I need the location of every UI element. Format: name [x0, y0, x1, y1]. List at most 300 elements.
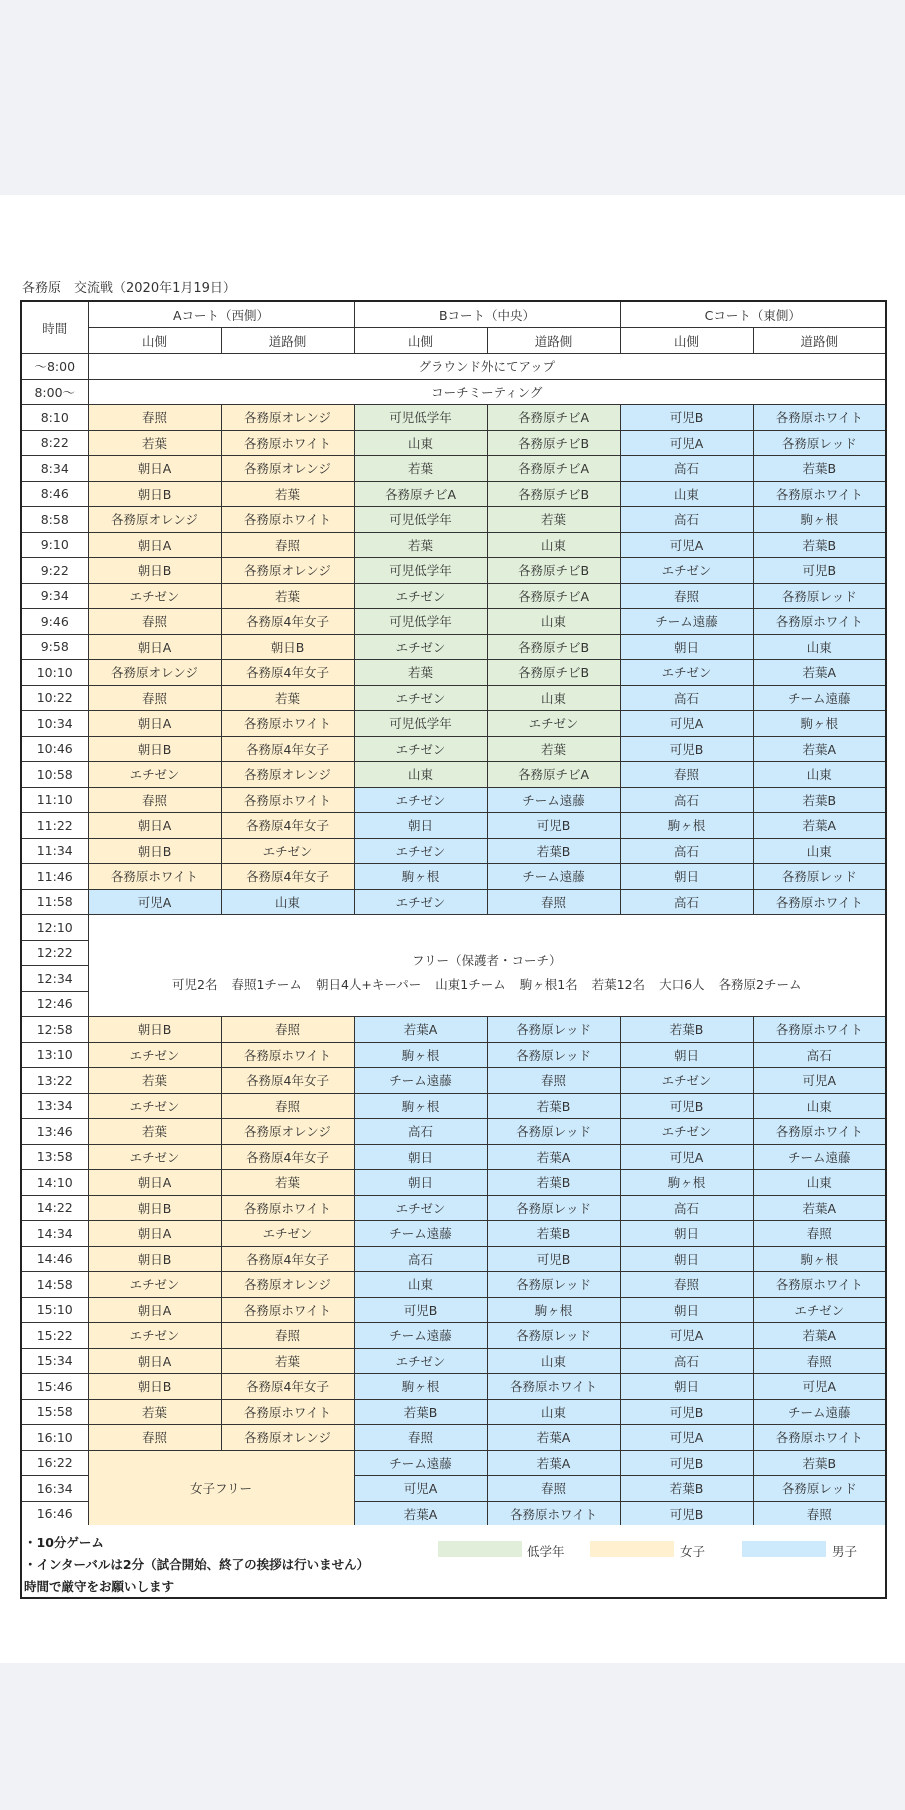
match-cell: エチゼン: [88, 762, 221, 788]
match-cell: チーム遠藤: [487, 787, 620, 813]
side-header: 山側: [354, 328, 487, 354]
time-cell: 10:22: [21, 685, 88, 711]
match-cell: 春照: [620, 762, 753, 788]
match-cell: 各務原4年女子: [221, 1068, 354, 1094]
match-cell: エチゼン: [487, 711, 620, 737]
match-cell: 駒ヶ根: [487, 1297, 620, 1323]
match-cell: 可児B: [620, 1093, 753, 1119]
match-cell: 朝日: [620, 1246, 753, 1272]
match-cell: エチゼン: [354, 1348, 487, 1374]
match-cell: 若葉B: [753, 1450, 886, 1476]
match-cell: 各務原ホワイト: [221, 1399, 354, 1425]
time-cell: 11:10: [21, 787, 88, 813]
match-cell: エチゼン: [354, 838, 487, 864]
match-cell: 若葉: [221, 685, 354, 711]
table-row: [21, 838, 886, 864]
match-cell: 各務原オレンジ: [221, 1119, 354, 1145]
match-cell: 各務原4年女子: [221, 1246, 354, 1272]
table-row: [21, 1323, 886, 1349]
time-cell: 15:22: [21, 1323, 88, 1349]
time-cell: 16:10: [21, 1425, 88, 1451]
match-cell: 可児B: [620, 405, 753, 431]
match-cell: エチゼン: [354, 583, 487, 609]
free-title: フリー（保護者・コーチ）: [412, 952, 562, 968]
table-row: [21, 711, 886, 737]
match-cell: エチゼン: [354, 634, 487, 660]
time-cell: 10:46: [21, 736, 88, 762]
match-cell: 各務原4年女子: [221, 864, 354, 890]
match-cell: 朝日: [354, 1144, 487, 1170]
match-cell: 若葉: [88, 1119, 221, 1145]
match-cell: 可児B: [620, 736, 753, 762]
match-cell: エチゼン: [620, 660, 753, 686]
match-cell: 朝日A: [88, 813, 221, 839]
table-row: [21, 1221, 886, 1247]
match-cell: 春照: [221, 1093, 354, 1119]
match-cell: 各務原レッド: [753, 864, 886, 890]
match-cell: 春照: [88, 405, 221, 431]
match-cell: 朝日B: [88, 1195, 221, 1221]
time-header: 時間: [21, 301, 88, 354]
match-cell: 駒ヶ根: [354, 864, 487, 890]
time-cell: 9:58: [21, 634, 88, 660]
schedule-table: [20, 300, 887, 1528]
match-cell: 各務原ホワイト: [221, 430, 354, 456]
table-row: [21, 660, 886, 686]
match-cell: エチゼン: [354, 787, 487, 813]
match-cell: 高石: [620, 456, 753, 482]
match-cell: 各務原オレンジ: [221, 762, 354, 788]
time-cell: 15:46: [21, 1374, 88, 1400]
match-cell: エチゼン: [88, 1093, 221, 1119]
match-cell: 各務原レッド: [487, 1272, 620, 1298]
table-row: [21, 1068, 886, 1094]
note-game-length: ・10分ゲーム: [24, 1535, 104, 1550]
match-cell: 可児B: [354, 1297, 487, 1323]
document-title: 各務原 交流戦（2020年1月19日）: [22, 281, 236, 296]
free-row: [21, 915, 886, 941]
match-cell: 若葉B: [620, 1476, 753, 1502]
match-cell: 駒ヶ根: [753, 711, 886, 737]
match-cell: 可児A: [354, 1476, 487, 1502]
match-cell: 可児A: [620, 1323, 753, 1349]
match-cell: チーム遠藤: [354, 1068, 487, 1094]
match-cell: 各務原ホワイト: [487, 1374, 620, 1400]
match-cell: 若葉B: [487, 1170, 620, 1196]
match-cell: 若葉: [221, 583, 354, 609]
time-cell: 13:58: [21, 1144, 88, 1170]
announcement-cell: グラウンド外にてアップ: [88, 354, 886, 380]
match-cell: 可児A: [753, 1068, 886, 1094]
match-cell: 若葉: [88, 1399, 221, 1425]
time-cell: 9:46: [21, 609, 88, 635]
table-row: [21, 1119, 886, 1145]
match-cell: 各務原レッド: [487, 1017, 620, 1043]
time-cell: 9:34: [21, 583, 88, 609]
match-cell: 若葉A: [753, 736, 886, 762]
match-cell: 朝日: [620, 864, 753, 890]
match-cell: 可児低学年: [354, 609, 487, 635]
match-cell: 春照: [620, 583, 753, 609]
match-cell: 山東: [487, 609, 620, 635]
match-cell: 高石: [620, 1195, 753, 1221]
match-cell: 各務原ホワイト: [487, 1501, 620, 1527]
time-cell: 11:46: [21, 864, 88, 890]
table-row: [21, 1399, 886, 1425]
match-cell: エチゼン: [88, 1042, 221, 1068]
match-cell: 可児A: [620, 430, 753, 456]
time-cell: 12:22: [21, 940, 88, 966]
match-cell: 高石: [620, 889, 753, 915]
match-cell: 若葉: [221, 1348, 354, 1374]
match-cell: 朝日: [620, 1297, 753, 1323]
match-cell: 春照: [487, 889, 620, 915]
match-cell: 山東: [487, 532, 620, 558]
match-cell: 朝日B: [88, 736, 221, 762]
match-cell: 各務原レッド: [753, 1476, 886, 1502]
table-row: [21, 1195, 886, 1221]
match-cell: 若葉A: [753, 1323, 886, 1349]
match-cell: チーム遠藤: [354, 1221, 487, 1247]
match-cell: 朝日B: [88, 1246, 221, 1272]
match-cell: チーム遠藤: [753, 1144, 886, 1170]
match-cell: 駒ヶ根: [620, 813, 753, 839]
time-cell: 8:00～: [21, 379, 88, 405]
pre-row: [21, 354, 886, 380]
legend-label-lower-grade: 低学年: [527, 1544, 565, 1559]
match-cell: 朝日A: [88, 634, 221, 660]
match-cell: 朝日: [620, 1042, 753, 1068]
match-cell: 各務原ホワイト: [753, 1272, 886, 1298]
match-cell: エチゼン: [354, 685, 487, 711]
match-cell: 朝日A: [88, 1348, 221, 1374]
header-row-courts: [21, 301, 886, 328]
match-cell: 可児B: [620, 1450, 753, 1476]
match-cell: 若葉B: [354, 1399, 487, 1425]
match-cell: 朝日: [620, 1221, 753, 1247]
free-participant: 若葉12名: [591, 976, 646, 992]
time-cell: 10:10: [21, 660, 88, 686]
match-cell: 山東: [753, 762, 886, 788]
match-cell: 若葉: [88, 1068, 221, 1094]
table-row: [21, 685, 886, 711]
match-cell: 各務原ホワイト: [753, 1119, 886, 1145]
match-cell: 山東: [487, 685, 620, 711]
match-cell: チーム遠藤: [753, 1399, 886, 1425]
match-cell: 春照: [88, 685, 221, 711]
time-cell: 10:58: [21, 762, 88, 788]
match-cell: 山東: [487, 1399, 620, 1425]
match-cell: 可児A: [620, 1144, 753, 1170]
match-cell: 各務原オレンジ: [88, 660, 221, 686]
free-participant: 山東1チーム: [435, 976, 506, 992]
court-header: Bコート（中央）: [354, 301, 620, 328]
match-cell: 可児A: [88, 889, 221, 915]
match-cell: 各務原ホワイト: [221, 711, 354, 737]
match-cell: 各務原オレンジ: [221, 405, 354, 431]
time-cell: 8:46: [21, 481, 88, 507]
match-cell: 高石: [620, 838, 753, 864]
match-cell: 朝日A: [88, 456, 221, 482]
match-cell: 朝日B: [88, 481, 221, 507]
table-row: [21, 1042, 886, 1068]
match-cell: 各務原ホワイト: [221, 507, 354, 533]
match-cell: 若葉B: [753, 787, 886, 813]
court-header: Cコート（東側）: [620, 301, 886, 328]
match-cell: 可児B: [487, 813, 620, 839]
match-cell: エチゼン: [221, 838, 354, 864]
match-cell: 駒ヶ根: [753, 1246, 886, 1272]
match-cell: 春照: [221, 1017, 354, 1043]
time-cell: 12:46: [21, 991, 88, 1017]
free-participant: 可児2名: [172, 976, 218, 992]
table-row: [21, 634, 886, 660]
time-cell: 12:58: [21, 1017, 88, 1043]
match-cell: チーム遠藤: [620, 609, 753, 635]
table-row: [21, 787, 886, 813]
time-cell: 16:22: [21, 1450, 88, 1476]
match-cell: 可児低学年: [354, 711, 487, 737]
match-cell: 各務原レッド: [487, 1042, 620, 1068]
match-cell: 各務原ホワイト: [221, 1195, 354, 1221]
table-row: [21, 430, 886, 456]
time-cell: 13:10: [21, 1042, 88, 1068]
match-cell: 春照: [221, 532, 354, 558]
match-cell: 各務原オレンジ: [221, 1272, 354, 1298]
time-cell: 14:46: [21, 1246, 88, 1272]
time-cell: 15:58: [21, 1399, 88, 1425]
match-cell: 可児B: [620, 1501, 753, 1527]
match-cell: 高石: [620, 685, 753, 711]
match-cell: 山東: [753, 1093, 886, 1119]
match-cell: 各務原チビA: [354, 481, 487, 507]
match-cell: 各務原レッド: [487, 1323, 620, 1349]
court-header: Aコート（西側）: [88, 301, 354, 328]
match-cell: 各務原ホワイト: [753, 481, 886, 507]
match-cell: エチゼン: [620, 1119, 753, 1145]
pre-row: [21, 379, 886, 405]
table-row: [21, 762, 886, 788]
match-cell: 春照: [354, 1425, 487, 1451]
legend-label-girls: 女子: [680, 1544, 706, 1559]
legend-label-boys: 男子: [832, 1544, 858, 1559]
match-cell: 若葉A: [753, 813, 886, 839]
match-cell: 若葉B: [753, 456, 886, 482]
time-cell: 14:34: [21, 1221, 88, 1247]
match-cell: 朝日B: [88, 558, 221, 584]
match-cell: 朝日A: [88, 1170, 221, 1196]
match-cell: 山東: [221, 889, 354, 915]
table-row: [21, 1170, 886, 1196]
match-cell: チーム遠藤: [753, 685, 886, 711]
match-cell: 朝日: [620, 1374, 753, 1400]
match-cell: 朝日A: [88, 532, 221, 558]
match-cell: 各務原チビA: [487, 583, 620, 609]
match-cell: 春照: [487, 1476, 620, 1502]
legend-swatch-lower-grade: [438, 1541, 522, 1557]
match-cell: 可児A: [753, 1374, 886, 1400]
time-cell: 11:58: [21, 889, 88, 915]
table-row: [21, 456, 886, 482]
time-cell: 10:34: [21, 711, 88, 737]
match-cell: 各務原レッド: [487, 1119, 620, 1145]
time-cell: 11:34: [21, 838, 88, 864]
match-cell: 若葉: [221, 481, 354, 507]
match-cell: 朝日B: [88, 838, 221, 864]
time-cell: 13:34: [21, 1093, 88, 1119]
match-cell: エチゼン: [88, 1323, 221, 1349]
side-header: 道路側: [221, 328, 354, 354]
table-row: [21, 507, 886, 533]
table-row: [21, 736, 886, 762]
match-cell: 山東: [753, 634, 886, 660]
time-cell: 16:34: [21, 1476, 88, 1502]
match-cell: 可児A: [620, 711, 753, 737]
match-cell: 若葉A: [354, 1501, 487, 1527]
free-participant: 駒ヶ根1名: [519, 976, 578, 992]
match-cell: チーム遠藤: [354, 1323, 487, 1349]
match-cell: 若葉B: [620, 1017, 753, 1043]
match-cell: 若葉: [354, 532, 487, 558]
match-cell: 若葉A: [354, 1017, 487, 1043]
time-cell: 12:34: [21, 966, 88, 992]
match-cell: 可児B: [753, 558, 886, 584]
table-row: [21, 481, 886, 507]
match-cell: エチゼン: [221, 1221, 354, 1247]
match-cell: 各務原レッド: [487, 1195, 620, 1221]
free-participant: 各務原2チーム: [718, 976, 802, 992]
match-cell: 可児低学年: [354, 507, 487, 533]
time-cell: 14:22: [21, 1195, 88, 1221]
time-cell: 8:58: [21, 507, 88, 533]
girls-free-cell: 女子フリー: [88, 1450, 354, 1527]
time-cell: 8:22: [21, 430, 88, 456]
match-cell: 山東: [354, 430, 487, 456]
match-cell: 高石: [620, 787, 753, 813]
time-cell: 8:10: [21, 405, 88, 431]
time-cell: 14:10: [21, 1170, 88, 1196]
table-row: [21, 609, 886, 635]
match-cell: エチゼン: [620, 558, 753, 584]
match-cell: 春照: [88, 787, 221, 813]
table-row: [21, 1450, 886, 1476]
match-cell: 山東: [753, 838, 886, 864]
table-row: [21, 813, 886, 839]
table-row: [21, 532, 886, 558]
match-cell: 朝日B: [88, 1017, 221, 1043]
match-cell: 高石: [620, 1348, 753, 1374]
match-cell: 各務原ホワイト: [88, 864, 221, 890]
free-participant: 春照1チーム: [231, 976, 302, 992]
table-row: [21, 864, 886, 890]
time-cell: 12:10: [21, 915, 88, 941]
match-cell: エチゼン: [354, 736, 487, 762]
match-cell: 各務原4年女子: [221, 813, 354, 839]
match-cell: 若葉B: [487, 838, 620, 864]
match-cell: 各務原チビA: [487, 762, 620, 788]
match-cell: 各務原チビB: [487, 481, 620, 507]
legend-swatch-boys: [742, 1541, 826, 1557]
match-cell: 春照: [753, 1221, 886, 1247]
match-cell: 駒ヶ根: [354, 1042, 487, 1068]
table-row: [21, 1017, 886, 1043]
match-cell: 各務原ホワイト: [221, 787, 354, 813]
free-participants: [89, 973, 886, 997]
table-row: [21, 1144, 886, 1170]
match-cell: 各務原チビB: [487, 430, 620, 456]
table-row: [21, 889, 886, 915]
match-cell: 春照: [88, 609, 221, 635]
table-row: [21, 558, 886, 584]
match-cell: 各務原4年女子: [221, 1144, 354, 1170]
header-row-sides: [21, 328, 886, 354]
match-cell: 高石: [753, 1042, 886, 1068]
match-cell: 各務原ホワイト: [753, 1017, 886, 1043]
match-cell: 山東: [354, 762, 487, 788]
match-cell: 各務原チビB: [487, 634, 620, 660]
match-cell: 各務原ホワイト: [753, 609, 886, 635]
match-cell: 山東: [620, 481, 753, 507]
match-cell: 春照: [753, 1501, 886, 1527]
table-row: [21, 1246, 886, 1272]
match-cell: 高石: [354, 1246, 487, 1272]
match-cell: 朝日A: [88, 711, 221, 737]
match-cell: 可児A: [620, 1425, 753, 1451]
match-cell: 若葉: [354, 456, 487, 482]
table-row: [21, 1425, 886, 1451]
match-cell: 朝日B: [88, 1374, 221, 1400]
side-header: 道路側: [487, 328, 620, 354]
match-cell: 春照: [487, 1068, 620, 1094]
match-cell: 各務原オレンジ: [221, 456, 354, 482]
match-cell: 各務原ホワイト: [753, 1425, 886, 1451]
match-cell: 若葉A: [753, 660, 886, 686]
match-cell: 各務原オレンジ: [221, 1425, 354, 1451]
match-cell: 各務原4年女子: [221, 660, 354, 686]
match-cell: 各務原ホワイト: [221, 1297, 354, 1323]
side-header: 山側: [88, 328, 221, 354]
table-row: [21, 1093, 886, 1119]
match-cell: 可児B: [487, 1246, 620, 1272]
free-time-block: [88, 915, 886, 1017]
match-cell: 各務原オレンジ: [88, 507, 221, 533]
match-cell: 若葉: [354, 660, 487, 686]
time-cell: 13:46: [21, 1119, 88, 1145]
match-cell: 各務原チビA: [487, 405, 620, 431]
match-cell: 若葉A: [487, 1144, 620, 1170]
match-cell: 各務原オレンジ: [221, 558, 354, 584]
time-cell: ～8:00: [21, 354, 88, 380]
note-punctuality: 時間で厳守をお願いします: [24, 1579, 175, 1594]
match-cell: 朝日: [620, 634, 753, 660]
announcement-cell: コーチミーティング: [88, 379, 886, 405]
match-cell: 若葉A: [487, 1425, 620, 1451]
match-cell: エチゼン: [620, 1068, 753, 1094]
table-row: [21, 1272, 886, 1298]
note-interval: ・インターバルは2分（試合開始、終了の挨拶は行いません）: [24, 1557, 370, 1572]
match-cell: 可児A: [620, 532, 753, 558]
match-cell: エチゼン: [354, 889, 487, 915]
match-cell: 駒ヶ根: [753, 507, 886, 533]
table-row: [21, 1374, 886, 1400]
match-cell: エチゼン: [88, 1272, 221, 1298]
time-cell: 16:46: [21, 1501, 88, 1527]
time-cell: 9:22: [21, 558, 88, 584]
match-cell: 春照: [88, 1425, 221, 1451]
table-row: [21, 1297, 886, 1323]
time-cell: 13:22: [21, 1068, 88, 1094]
table-row: [21, 583, 886, 609]
